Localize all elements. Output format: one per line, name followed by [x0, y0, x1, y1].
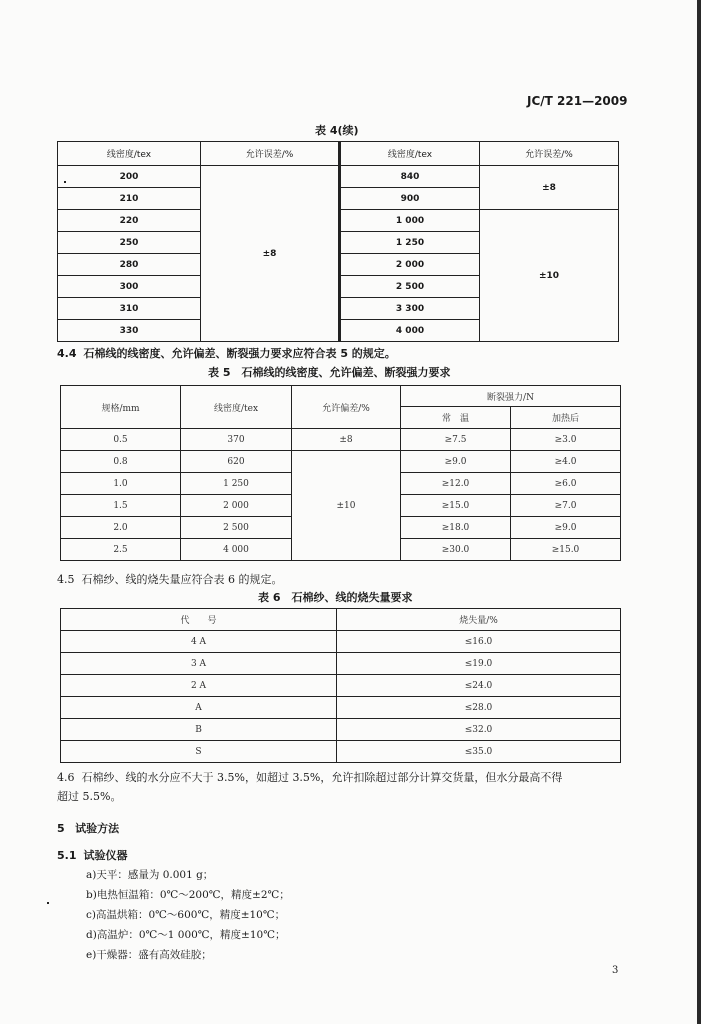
- table5-cell: 2.5: [61, 539, 181, 561]
- section-number: 5: [57, 822, 65, 835]
- table5-header-spec: 规格/mm: [61, 386, 181, 429]
- table6-cell: A: [61, 697, 337, 719]
- table4-cell: 2 500: [340, 276, 480, 298]
- clause-number: 4.5: [57, 573, 75, 586]
- table5-cell: 1 250: [181, 473, 292, 495]
- table5-cell: 0.5: [61, 429, 181, 451]
- table5-cell: 4 000: [181, 539, 292, 561]
- table5-cell: 2 500: [181, 517, 292, 539]
- clause-4-4: [57, 345, 396, 361]
- table5-cell: ≥4.0: [511, 451, 621, 473]
- table5-tolerance-cell: ±8: [292, 429, 401, 451]
- table4-header-tolerance: 允许误差/%: [480, 142, 619, 166]
- table4-cell: 220: [58, 210, 201, 232]
- table6-cell: 3 A: [61, 653, 337, 675]
- table4-cell: 3 300: [340, 298, 480, 320]
- section-5-heading: [57, 820, 119, 836]
- instrument-item: c)高温烘箱：0℃～600℃，精度±10℃；: [86, 909, 286, 921]
- table5-cell: ≥6.0: [511, 473, 621, 495]
- table5-cell: ≥9.0: [511, 517, 621, 539]
- clause-text-line1: 石棉纱、线的水分应不大于 3.5%，如超过 3.5%，允许扣除超过部分计算交货量，但水分最高不得: [81, 771, 563, 784]
- table5-cell: ≥15.0: [401, 495, 511, 517]
- table5-cell: ≥30.0: [401, 539, 511, 561]
- table5-cell: 1.0: [61, 473, 181, 495]
- table5-header-strength: 断裂强力/N: [401, 386, 621, 407]
- clause-number: 4.4: [57, 347, 77, 360]
- clause-text: 石棉线的线密度、允许偏差、断裂强力要求应符合表 5 的规定。: [83, 347, 396, 360]
- table4-cell: 900: [340, 188, 480, 210]
- table4-cell: 4 000: [340, 320, 480, 342]
- table5-cell: ≥3.0: [511, 429, 621, 451]
- clause-4-5: [57, 571, 283, 587]
- standard-code: JC/T 221—2009: [527, 94, 628, 108]
- table4-cell: 280: [58, 254, 201, 276]
- table4-cell: 210: [58, 188, 201, 210]
- section-title: 试验仪器: [83, 849, 128, 862]
- section-title: 试验方法: [75, 822, 120, 835]
- table4: [57, 141, 619, 342]
- table5-cell: ≥7.5: [401, 429, 511, 451]
- scan-speck: [64, 181, 66, 183]
- table5-tolerance-cell: ±10: [292, 451, 401, 561]
- section-5-1-heading: [57, 847, 128, 863]
- table6-cell: 2 A: [61, 675, 337, 697]
- table5-cell: ≥15.0: [511, 539, 621, 561]
- table5-cell: ≥7.0: [511, 495, 621, 517]
- table6-cell: ≤16.0: [337, 631, 621, 653]
- instrument-item: b)电热恒温箱：0℃～200℃，精度±2℃；: [86, 889, 290, 901]
- table5-cell: 620: [181, 451, 292, 473]
- table4-tolerance-cell: ±8: [201, 166, 340, 342]
- section-number: 5.1: [57, 849, 77, 862]
- instrument-item: e)干燥器：盛有高效硅胶；: [86, 949, 212, 961]
- table5-cell: 2 000: [181, 495, 292, 517]
- table4-cell: 310: [58, 298, 201, 320]
- table4-cell: 1 250: [340, 232, 480, 254]
- table6-header-loss: 烧失量/%: [337, 609, 621, 631]
- table4-caption: 表 4(续): [315, 124, 359, 137]
- table6-cell: ≤32.0: [337, 719, 621, 741]
- table4-cell: 250: [58, 232, 201, 254]
- table5: [60, 385, 621, 561]
- table6-cell: ≤24.0: [337, 675, 621, 697]
- scan-edge: [697, 0, 701, 1024]
- table6-cell: 4 A: [61, 631, 337, 653]
- table6: [60, 608, 621, 763]
- table4-cell: 2 000: [340, 254, 480, 276]
- table5-header-density: 线密度/tex: [181, 386, 292, 429]
- clause-text: 石棉纱、线的烧失量应符合表 6 的规定。: [81, 573, 283, 586]
- table4-header-density: 线密度/tex: [58, 142, 201, 166]
- instrument-item: d)高温炉：0℃～1 000℃，精度±10℃；: [86, 929, 286, 941]
- table5-cell: 1.5: [61, 495, 181, 517]
- table6-cell: S: [61, 741, 337, 763]
- table5-header-normal: 常 温: [401, 407, 511, 429]
- table5-cell: ≥9.0: [401, 451, 511, 473]
- table5-cell: 0.8: [61, 451, 181, 473]
- clause-4-6: [57, 768, 642, 806]
- table5-cell: 2.0: [61, 517, 181, 539]
- table4-header-tolerance: 允许误差/%: [201, 142, 340, 166]
- table4-tolerance-cell: ±10: [480, 210, 619, 342]
- table5-cell: 370: [181, 429, 292, 451]
- table4-cell: 300: [58, 276, 201, 298]
- table4-cell: 840: [340, 166, 480, 188]
- table5-cell: ≥18.0: [401, 517, 511, 539]
- table4-tolerance-cell: ±8: [480, 166, 619, 210]
- table4-header-density: 线密度/tex: [340, 142, 480, 166]
- table6-caption: 表 6 石棉纱、线的烧失量要求: [258, 591, 413, 604]
- instrument-item: a)天平：感量为 0.001 g；: [86, 869, 214, 881]
- scan-speck: [47, 902, 49, 904]
- clause-text-line2: 超过 5.5%。: [57, 790, 122, 803]
- table6-cell: ≤19.0: [337, 653, 621, 675]
- table5-header-tolerance: 允许偏差/%: [292, 386, 401, 429]
- page-number: 3: [612, 965, 619, 976]
- table6-header-code: 代 号: [61, 609, 337, 631]
- table6-cell: ≤28.0: [337, 697, 621, 719]
- table4-cell: 1 000: [340, 210, 480, 232]
- table6-cell: ≤35.0: [337, 741, 621, 763]
- table4-cell: 200: [58, 166, 201, 188]
- table6-cell: B: [61, 719, 337, 741]
- clause-number: 4.6: [57, 771, 75, 784]
- table4-cell: 330: [58, 320, 201, 342]
- table5-caption: 表 5 石棉线的线密度、允许偏差、断裂强力要求: [208, 366, 451, 379]
- table5-header-heated: 加热后: [511, 407, 621, 429]
- table5-cell: ≥12.0: [401, 473, 511, 495]
